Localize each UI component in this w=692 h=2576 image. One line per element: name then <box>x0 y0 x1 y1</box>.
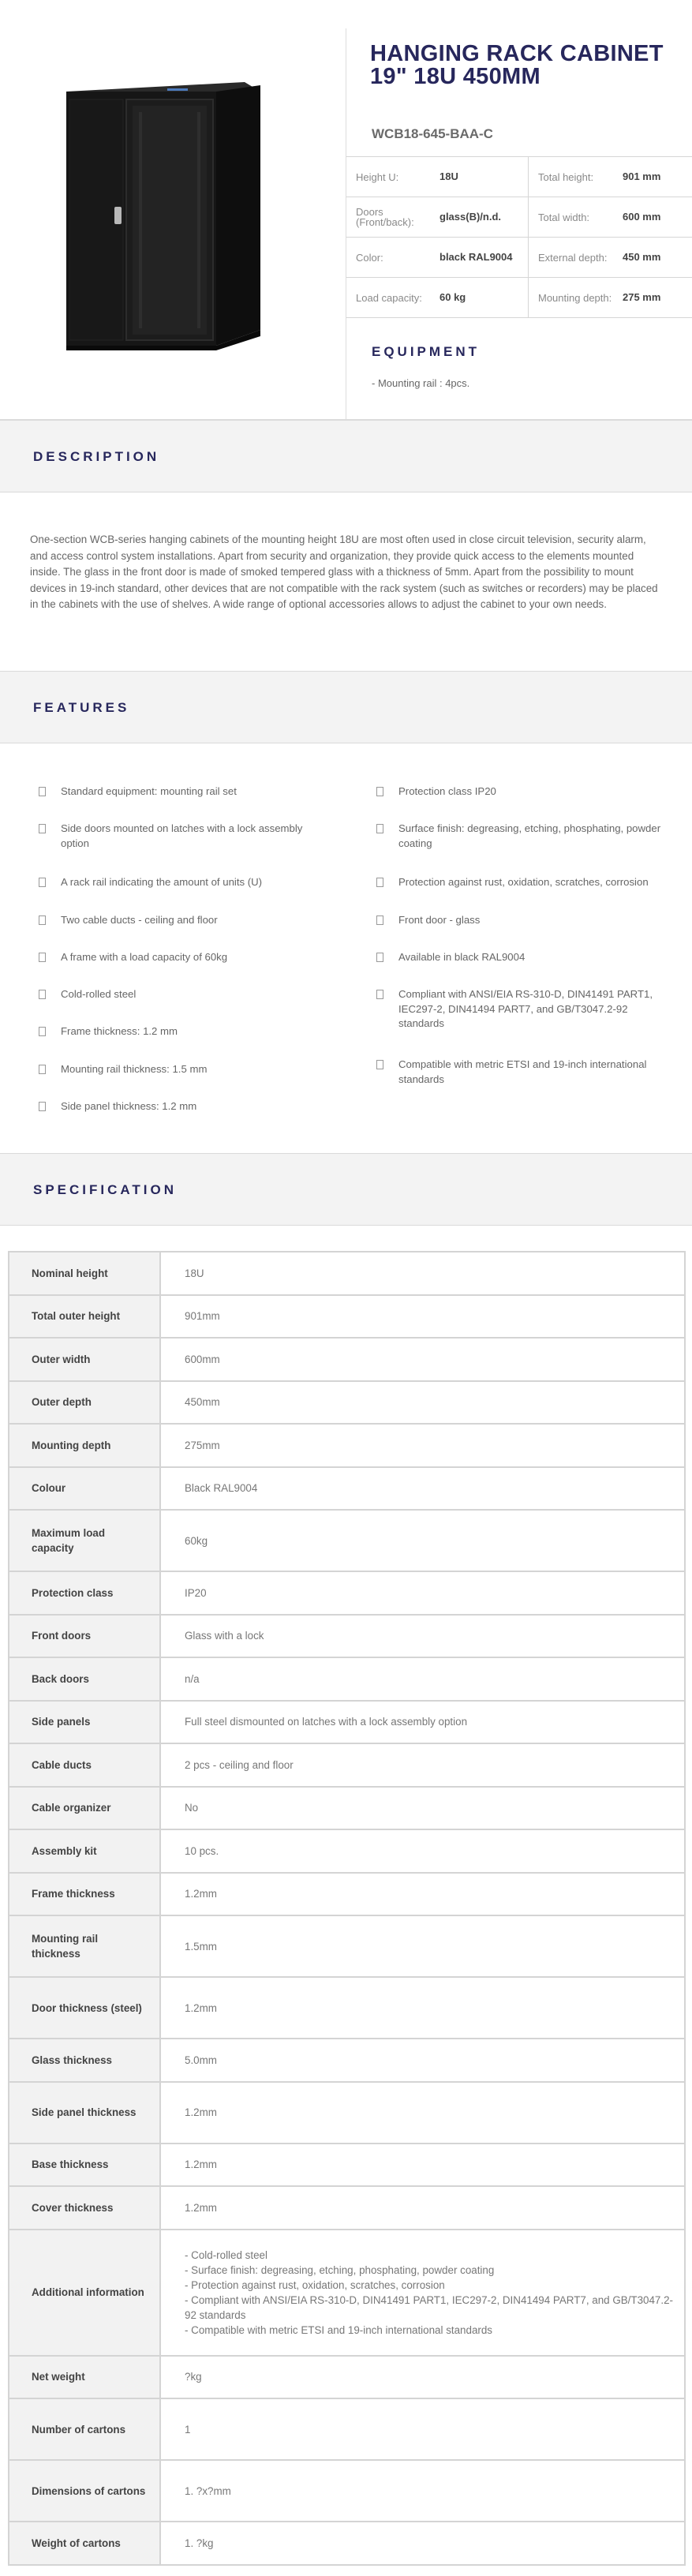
spec-key: Back doors <box>9 1657 160 1701</box>
bullet-icon <box>39 824 46 833</box>
spec-key: Outer width <box>9 1338 160 1381</box>
param-value: 450 mm <box>623 251 661 263</box>
feature-item: Standard equipment: mounting rail set <box>61 784 329 799</box>
spec-value: 2 pcs - ceiling and floor <box>160 1743 685 1787</box>
spec-value: Glass with a lock <box>160 1615 685 1658</box>
feature-item: A frame with a load capacity of 60kg <box>61 950 329 965</box>
spec-row <box>9 1873 685 1916</box>
feature-item: A rack rail indicating the amount of units (U) <box>61 875 329 890</box>
spec-key: Maximum load capacity <box>9 1510 160 1571</box>
spec-row <box>9 2186 685 2230</box>
spec-value: 1.2mm <box>160 2186 685 2230</box>
spec-row <box>9 2460 685 2522</box>
spec-value: 600mm <box>160 1338 685 1381</box>
spec-value: 1.5mm <box>160 1915 685 1977</box>
feature-item: Available in black RAL9004 <box>398 950 667 965</box>
spec-row <box>9 1615 685 1658</box>
spec-value: 1.2mm <box>160 2082 685 2144</box>
product-code: WCB18-645-BAA-C <box>372 126 493 141</box>
description-heading: DESCRIPTION <box>33 449 160 464</box>
param-label: Color: <box>356 251 383 264</box>
equipment-text: - Mounting rail : 4pcs. <box>372 377 470 389</box>
spec-row <box>9 1657 685 1701</box>
spec-row <box>9 1510 685 1571</box>
spec-row <box>9 1743 685 1787</box>
spec-row <box>9 1977 685 2039</box>
spec-value: IP20 <box>160 1571 685 1615</box>
feature-item: Protection class IP20 <box>398 784 667 799</box>
spec-value: 1.2mm <box>160 2144 685 2187</box>
bullet-icon <box>39 1027 46 1036</box>
spec-key: Protection class <box>9 1571 160 1615</box>
spec-value: No <box>160 1787 685 1830</box>
bullet-icon <box>39 953 46 962</box>
info-line: - Compatible with metric ETSI and 19-inch international standards <box>185 2323 493 2336</box>
spec-value <box>160 2230 685 2356</box>
spec-row <box>9 2398 685 2460</box>
spec-value: 901mm <box>160 1295 685 1339</box>
spec-key: Cable organizer <box>9 1787 160 1830</box>
spec-row <box>9 2082 685 2144</box>
spec-value: 1.2mm <box>160 1873 685 1916</box>
spec-row <box>9 2039 685 2082</box>
spec-row <box>9 2230 685 2356</box>
spec-row <box>9 1701 685 1744</box>
param-value: 18U <box>440 170 458 182</box>
spec-row <box>9 1252 685 1295</box>
spec-key: Outer depth <box>9 1381 160 1425</box>
feature-item: Two cable ducts - ceiling and floor <box>61 913 329 928</box>
spec-value: 5.0mm <box>160 2039 685 2082</box>
spec-row <box>9 1467 685 1511</box>
bullet-icon <box>376 1060 383 1069</box>
spec-row <box>9 2144 685 2187</box>
specification-header <box>0 1153 692 1226</box>
spec-value: 1 <box>160 2398 685 2460</box>
spec-key: Side panel thickness <box>9 2082 160 2144</box>
description-text: One-section WCB-series hanging cabinets of the mounting height 18U are most often used in close circuit television, security alarm, and access control system installations. Apart from security and organization, they provide quick access to the elements mounted inside. The glass in the front door is made of smoked tempered glass with a thickness of 5mm. Apart from the possibility to mount devices in 19-inch standard, other devices that are not compatible with the rack system (such as switches or recorders) may be placed in the cabinets with the use of shelves. A wide range of optional accessories allows to adjust the cabinet to your own needs. <box>30 534 658 610</box>
product-hero <box>0 0 692 420</box>
cabinet-image <box>0 0 346 420</box>
param-label: External depth: <box>538 251 608 264</box>
bullet-icon <box>376 953 383 962</box>
spec-value: n/a <box>160 1657 685 1701</box>
param-row <box>346 157 692 197</box>
spec-row <box>9 1424 685 1467</box>
param-row <box>346 238 692 278</box>
info-line: - Protection against rust, oxidation, scratches, corrosion <box>185 2278 445 2291</box>
features-header <box>0 671 692 743</box>
feature-item: Front door - glass <box>398 913 667 928</box>
bullet-icon <box>376 787 383 796</box>
spec-key: Dimensions of cartons <box>9 2460 160 2522</box>
specification-heading: SPECIFICATION <box>33 1182 178 1197</box>
spec-row <box>9 1338 685 1381</box>
info-line: - Compliant with ANSI/EIA RS-310-D, DIN41491 PART1, IEC297-2, DIN41494 PART7, and GB/T3047.2-92 standards <box>185 2293 673 2321</box>
param-label: Total height: <box>538 170 594 183</box>
spec-value: 275mm <box>160 1424 685 1467</box>
spec-value: ?kg <box>160 2356 685 2399</box>
bullet-icon <box>376 915 383 925</box>
param-row <box>346 278 692 318</box>
feature-item: Mounting rail thickness: 1.5 mm <box>61 1062 329 1077</box>
spec-value: 18U <box>160 1252 685 1295</box>
spec-value: Black RAL9004 <box>160 1467 685 1511</box>
param-value: 275 mm <box>623 291 661 303</box>
spec-key: Total outer height <box>9 1295 160 1339</box>
bullet-icon <box>39 787 46 796</box>
feature-item: Side panel thickness: 1.2 mm <box>61 1099 329 1114</box>
param-row <box>346 197 692 238</box>
param-value: glass(B)/n.d. <box>440 211 502 223</box>
spec-key: Door thickness (steel) <box>9 1977 160 2039</box>
spec-key: Additional information <box>9 2230 160 2356</box>
spec-row <box>9 1381 685 1425</box>
bullet-icon <box>376 990 383 999</box>
feature-item: Compatible with metric ETSI and 19-inch international standards <box>398 1058 667 1087</box>
spec-key: Mounting rail thickness <box>9 1915 160 1977</box>
spec-value: 60kg <box>160 1510 685 1571</box>
spec-value: Full steel dismounted on latches with a lock assembly option <box>160 1701 685 1744</box>
feature-item: Compliant with ANSI/EIA RS-310-D, DIN41491 PART1, IEC297-2, DIN41494 PART7, and GB/T3047.2-92 standards <box>398 987 667 1032</box>
spec-value: 10 pcs. <box>160 1829 685 1873</box>
bullet-icon <box>39 1065 46 1074</box>
spec-row <box>9 1829 685 1873</box>
param-value: 600 mm <box>623 211 661 223</box>
feature-item: Surface finish: degreasing, etching, phosphating, powder coating <box>398 822 667 851</box>
info-line: - Cold-rolled steel <box>185 2248 267 2261</box>
param-label: Height U: <box>356 170 399 183</box>
product-title: HANGING RACK CABINET 19" 18U 450MM <box>370 41 664 89</box>
spec-row <box>9 1295 685 1339</box>
info-line: - Surface finish: degreasing, etching, phosphating, powder coating <box>185 2263 495 2276</box>
bullet-icon <box>39 990 46 999</box>
param-label: Mounting depth: <box>538 291 612 304</box>
description-header <box>0 420 692 492</box>
features-heading: FEATURES <box>33 700 130 715</box>
spec-key: Mounting depth <box>9 1424 160 1467</box>
spec-key: Front doors <box>9 1615 160 1658</box>
feature-item: Protection against rust, oxidation, scratches, corrosion <box>398 875 667 890</box>
param-value: 901 mm <box>623 170 661 182</box>
param-label: Load capacity: <box>356 291 422 304</box>
bullet-icon <box>39 915 46 925</box>
spec-key: Colour <box>9 1467 160 1511</box>
spec-key: Assembly kit <box>9 1829 160 1873</box>
spec-row <box>9 1571 685 1615</box>
spec-value: 1. ?kg <box>160 2522 685 2565</box>
param-value: black RAL9004 <box>440 251 513 263</box>
bullet-icon <box>39 878 46 887</box>
spec-key: Number of cartons <box>9 2398 160 2460</box>
spec-key: Glass thickness <box>9 2039 160 2082</box>
param-value: 60 kg <box>440 291 466 303</box>
feature-item: Side doors mounted on latches with a lock assembly option <box>61 822 329 851</box>
spec-value: 1.2mm <box>160 1977 685 2039</box>
param-label: Total width: <box>538 211 590 223</box>
spec-key: Weight of cartons <box>9 2522 160 2565</box>
spec-row <box>9 2356 685 2399</box>
bullet-icon <box>376 878 383 887</box>
specification-table <box>8 1251 686 2566</box>
spec-key: Cover thickness <box>9 2186 160 2230</box>
spec-key: Cable ducts <box>9 1743 160 1787</box>
spec-row <box>9 2522 685 2565</box>
spec-value: 1. ?x?mm <box>160 2460 685 2522</box>
spec-row <box>9 1787 685 1830</box>
spec-key: Frame thickness <box>9 1873 160 1916</box>
spec-row <box>9 1915 685 1977</box>
feature-item: Frame thickness: 1.2 mm <box>61 1024 329 1039</box>
parameter-table <box>346 156 692 318</box>
spec-value: 450mm <box>160 1381 685 1425</box>
bullet-icon <box>39 1102 46 1111</box>
param-label: Doors (Front/back): <box>356 206 414 228</box>
equipment-heading: EQUIPMENT <box>372 344 481 359</box>
spec-key: Base thickness <box>9 2144 160 2187</box>
spec-key: Side panels <box>9 1701 160 1744</box>
spec-key: Net weight <box>9 2356 160 2399</box>
bullet-icon <box>376 824 383 833</box>
feature-item: Cold-rolled steel <box>61 987 329 1002</box>
spec-key: Nominal height <box>9 1252 160 1295</box>
